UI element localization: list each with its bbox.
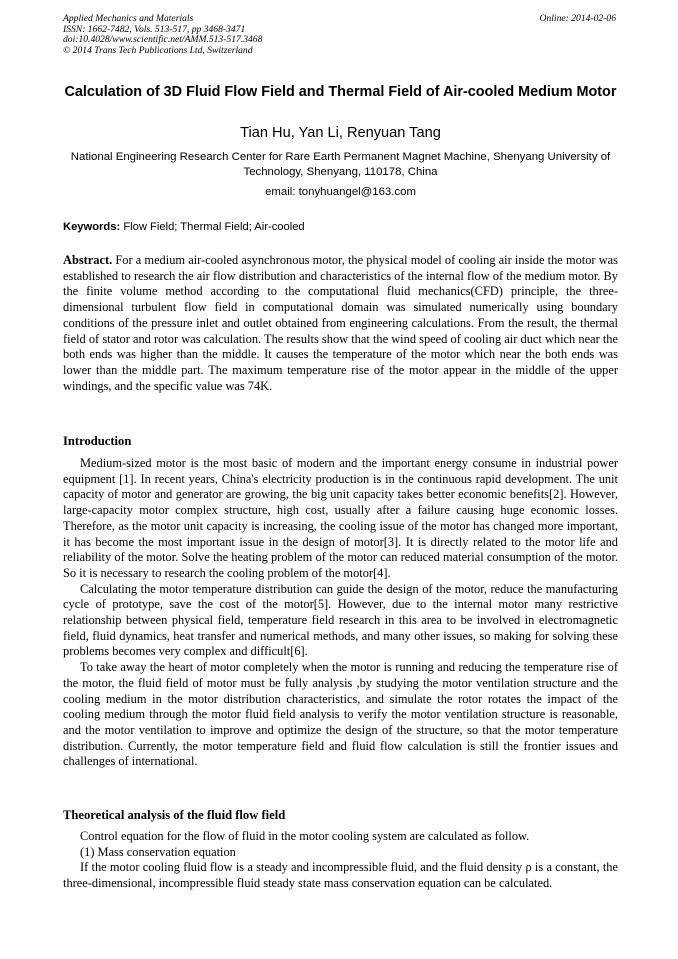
intro-paragraph: Medium-sized motor is the most basic of modern and the important energy consume in industrial power equipment [1]. In recent years, China's electricity production is in the continuous rapid development. The unit capacity of motor and generator are growing, the big unit capacity takes better economic benefits[2]. However, large-capacity motor complex structure, high cost, usually after a failure causing huge economic losses. Therefore, as the motor unit capacity is increasing, the cooling issue of the motor has changed more important, it has become the most important issue in the design of motor[3]. It is directly related to the motor life and reliability of the motor. Solve the heating problem of the motor can reduced material consumption of the motor. So it is necessary to research the cooling problem of the motor[4]. bbox=[63, 456, 618, 580]
email: email: tonyhuangel@163.com bbox=[265, 186, 416, 198]
online-date: Online: 2014-02-06 bbox=[539, 13, 616, 24]
journal-header bbox=[63, 14, 618, 56]
theory-body bbox=[63, 829, 618, 892]
intro-paragraph: To take away the heart of motor completely when the motor is running and reducing the temperature rise of the motor, the fluid field of motor must be fully analysis ,by studying the motor ventilation structure and the cooling medium in the motor distribution characteristics, and simulate the rotor rotates the impact of the cooling medium through the motor fluid field analysis to verify the motor ventilation structure is reasonable, and the motor ventilation to improve and optimize the design of the structure, so that the motor temperature distribution. Currently, the motor temperature field and fluid flow calculation is still the frontier issues and challenges of international. bbox=[63, 660, 618, 769]
copyright-line: © 2014 Trans Tech Publications Ltd, Switzerland bbox=[63, 44, 253, 56]
theory-paragraph: If the motor cooling fluid flow is a steady and incompressible fluid, and the fluid density ρ is a constant, the three-dimensional, incompressible fluid steady state mass conservation equation can be calculated. bbox=[63, 860, 618, 891]
doi-line: doi:10.4028/www.scientific.net/AMM.513-517.3468 bbox=[63, 34, 263, 46]
issn-line: ISSN: 1662-7482, Vols. 513-517, pp 3468-3471 bbox=[63, 23, 246, 35]
keywords bbox=[63, 220, 618, 235]
journal-name: Applied Mechanics and Materials bbox=[63, 13, 194, 24]
affiliation: National Engineering Research Center for Rare Earth Permanent Magnet Machine, Shenyang University of Technology, Shenyang, 110178, China bbox=[70, 151, 611, 178]
introduction-heading: Introduction bbox=[63, 434, 132, 448]
intro-paragraph: Calculating the motor temperature distribution can guide the design of the motor, reduce the manufacturing cycle of prototype, save the cost of the motor[5]. However, due to the internal motor many restrictive relationship between physical field, temperature field research in this area to be involved in electromagnetic field, fluid dynamics, heat transfer and numerical methods, and many other issues, so making for solving these problems becomes very complex and difficult[6]. bbox=[63, 581, 618, 659]
theory-paragraph: (1) Mass conservation equation bbox=[80, 844, 236, 859]
abstract-label: Abstract. bbox=[63, 253, 113, 267]
theory-paragraph: Control equation for the flow of fluid in the motor cooling system are calculated as follow. bbox=[80, 829, 530, 843]
abstract-text: For a medium air-cooled asynchronous motor, the physical model of cooling air inside the motor was established to research the air flow distribution and characteristics of the internal flow of the medium motor. By the finite volume method according to the computational fluid mechanics(CFD) principle, the three-dimensional turbulent flow field in computational domain was simulated numerically using boundary conditions of the pressure inlet and outlet obtained from engineering calculations. From the result, the thermal field of stator and rotor was calculation. The results show that the wind speed of cooling air duct which near the both ends was higher than the middle. It causes the temperature of the motor which near the both ends was lower than the middle part. The maximum temperature rise of the motor appear in the middle of the upper windings, and the specific value was 74K. bbox=[63, 253, 618, 393]
theory-heading: Theoretical analysis of the fluid flow field bbox=[63, 808, 286, 822]
introduction-body bbox=[63, 456, 618, 770]
abstract bbox=[63, 253, 618, 394]
keywords-text: Flow Field; Thermal Field; Air-cooled bbox=[123, 221, 305, 233]
authors: Tian Hu, Yan Li, Renyuan Tang bbox=[240, 125, 441, 141]
keywords-label: Keywords: bbox=[63, 221, 121, 233]
paper-title: Calculation of 3D Fluid Flow Field and Thermal Field of Air-cooled Medium Motor bbox=[64, 84, 617, 100]
